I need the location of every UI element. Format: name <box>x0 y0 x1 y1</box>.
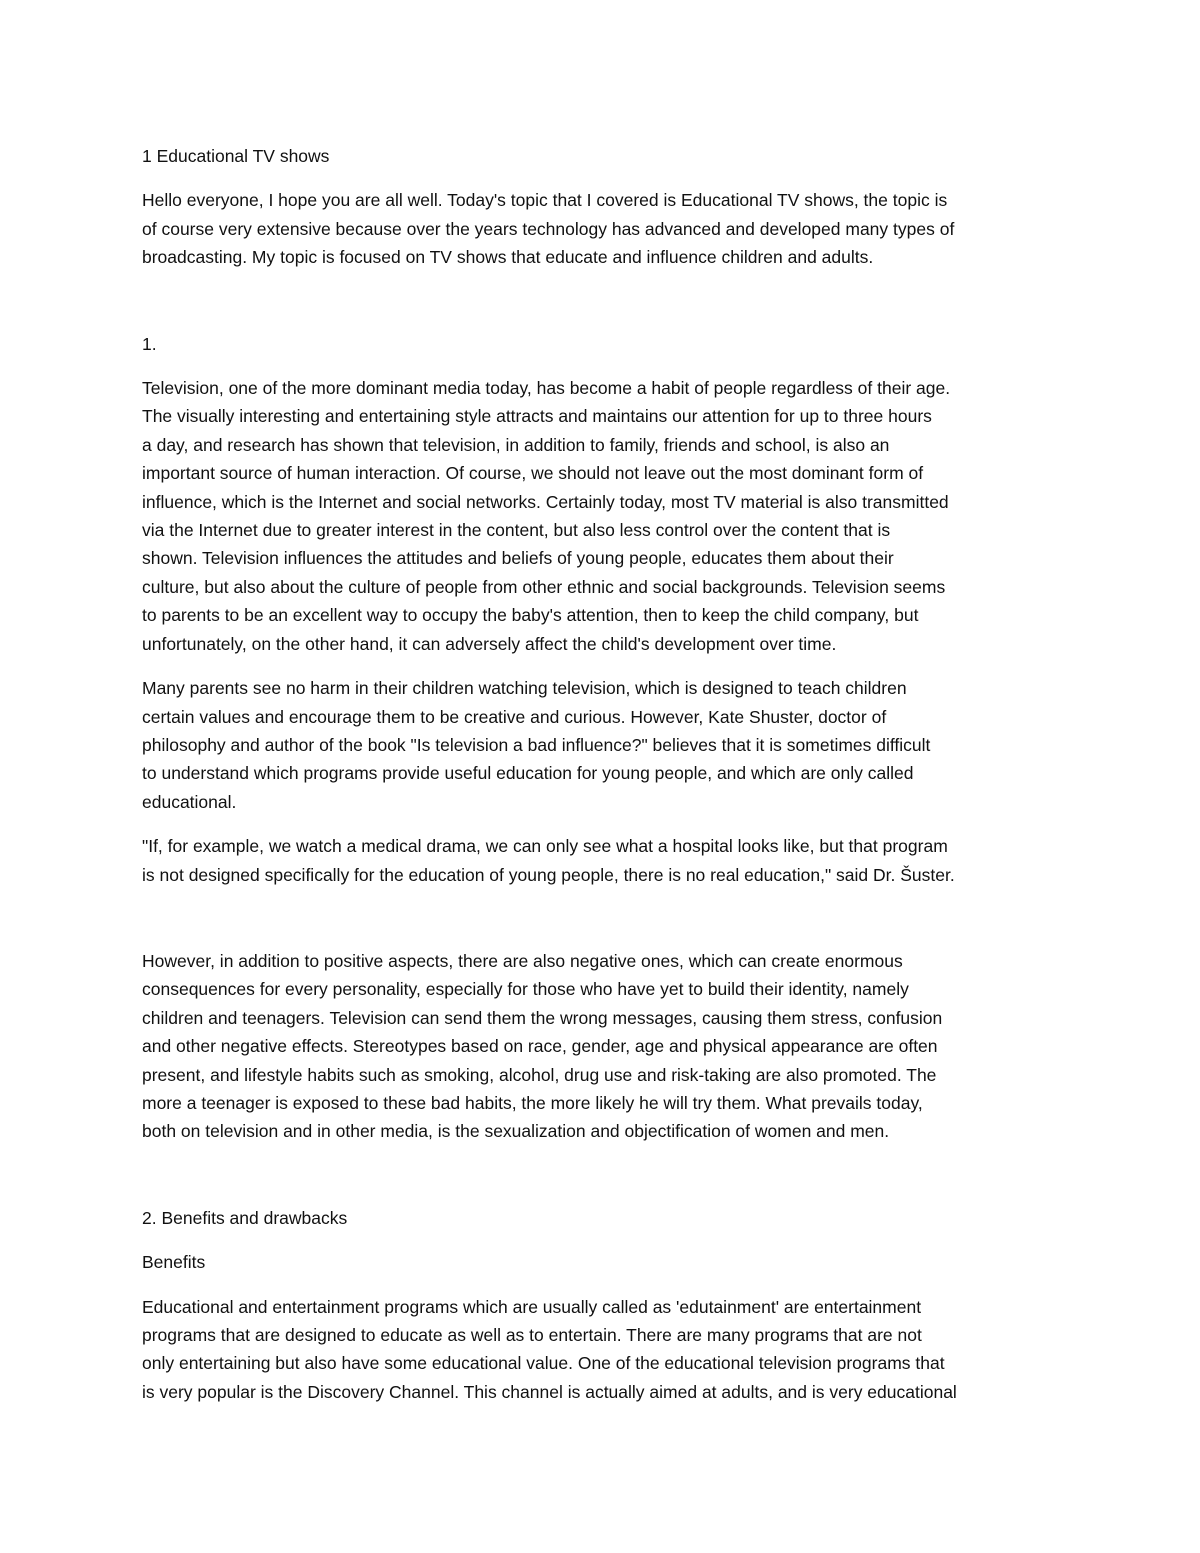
benefits-paragraph <box>142 1293 1062 1407</box>
text-line: a day, and research has shown that television, in addition to family, friends and school, is also an <box>142 434 890 455</box>
text-line: of course very extensive because over the years technology has advanced and developed many types of <box>142 218 955 239</box>
text-line: certain values and encourage them to be creative and curious. However, Kate Shuster, doctor of <box>142 706 887 727</box>
text-line: to understand which programs provide useful education for young people, and which are only called <box>142 763 914 784</box>
intro-paragraph <box>142 186 1062 271</box>
text-line: and other negative effects. Stereotypes based on race, gender, age and physical appearance are often <box>142 1036 938 1057</box>
text-line: philosophy and author of the book "Is television a bad influence?" believes that it is sometimes difficult <box>142 734 931 755</box>
text-line: via the Internet due to greater interest in the content, but also less control over the content that is <box>142 520 891 541</box>
section-1-number: 1. <box>142 333 157 354</box>
text-line: Hello everyone, I hope you are all well. Today's topic that I covered is Educational TV shows, the topic is <box>142 190 948 211</box>
text-line: broadcasting. My topic is focused on TV shows that educate and influence children and adults. <box>142 247 874 268</box>
text-line: present, and lifestyle habits such as smoking, alcohol, drug use and risk-taking are also promoted. The <box>142 1064 937 1085</box>
text-line: culture, but also about the culture of people from other ethnic and social backgrounds. Television seems <box>142 576 946 597</box>
text-line: Television, one of the more dominant media today, has become a habit of people regardless of their age. <box>142 378 951 399</box>
section-2-heading: 2. Benefits and drawbacks <box>142 1207 348 1228</box>
benefits-heading: Benefits <box>142 1252 206 1273</box>
text-line: programs that are designed to educate as well as to entertain. There are many programs that are not <box>142 1325 922 1345</box>
text-line: is not designed specifically for the education of young people, there is no real education," said Dr. Šuster. <box>142 864 955 885</box>
section-1-paragraph-3 <box>142 947 1062 1146</box>
text-line: shown. Television influences the attitudes and beliefs of young people, educates them about their <box>142 548 894 569</box>
section-1-quote <box>142 832 1062 889</box>
text-line: to parents to be an excellent way to occupy the baby's attention, then to keep the child company, but <box>142 605 919 626</box>
text-line: "If, for example, we watch a medical drama, we can only see what a hospital looks like, but that program <box>142 836 948 857</box>
document-body <box>142 142 1062 1406</box>
text-line: is very popular is the Discovery Channel. This channel is actually aimed at adults, and is very educational <box>142 1381 957 1402</box>
text-line: both on television and in other media, is the sexualization and objectification of women and men. <box>142 1121 890 1142</box>
section-1-paragraph-2 <box>142 674 1062 816</box>
text-line: more a teenager is exposed to these bad habits, the more likely he will try them. What prevails today, <box>142 1092 923 1113</box>
text-line: The visually interesting and entertaining style attracts and maintains our attention for up to three hours <box>142 406 932 427</box>
text-line: educational. <box>142 791 237 812</box>
text-line: influence, which is the Internet and social networks. Certainly today, most TV material is also transmitted <box>142 491 949 512</box>
document-heading: 1 Educational TV shows <box>142 146 330 166</box>
text-line: children and teenagers. Television can send them the wrong messages, causing them stress, confusion <box>142 1007 943 1028</box>
text-line: unfortunately, on the other hand, it can adversely affect the child's development over time. <box>142 633 837 654</box>
text-line: only entertaining but also have some educational value. One of the educational television programs that <box>142 1353 945 1374</box>
text-line: However, in addition to positive aspects, there are also negative ones, which can create enormous <box>142 950 903 971</box>
text-line: Educational and entertainment programs which are usually called as 'edutainment' are entertainment <box>142 1296 922 1317</box>
text-line: Many parents see no harm in their children watching television, which is designed to teach children <box>142 678 907 699</box>
text-line: important source of human interaction. Of course, we should not leave out the most dominant form of <box>142 463 924 484</box>
section-1-paragraph-1 <box>142 374 1062 658</box>
text-line: consequences for every personality, especially for those who have yet to build their identity, namely <box>142 979 909 1000</box>
